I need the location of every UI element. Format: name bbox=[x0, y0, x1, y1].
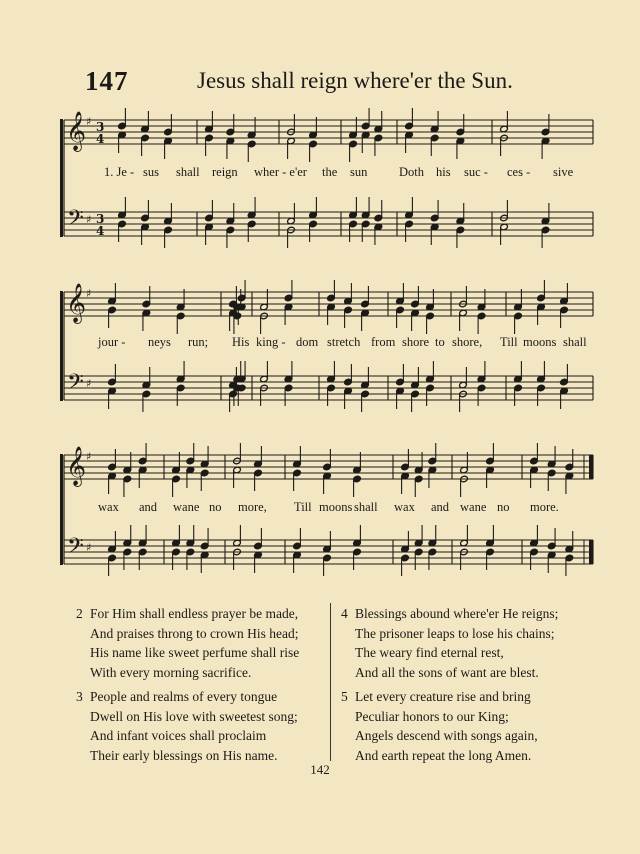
lyric: Doth bbox=[399, 165, 424, 179]
lyric: moons bbox=[319, 500, 353, 514]
lyric: jour - bbox=[98, 335, 126, 349]
lyric: more. bbox=[530, 500, 559, 514]
verse-line: His name like sweet perfume shall rise bbox=[90, 645, 300, 660]
lyric: shall bbox=[354, 500, 378, 514]
hymn-title: Jesus shall reign where'er the Sun. bbox=[197, 68, 513, 93]
lyric: shall bbox=[563, 335, 587, 349]
lyric: wane bbox=[460, 500, 487, 514]
system-1-lyrics bbox=[0, 165, 640, 181]
treble-clef-icon: 𝄞 bbox=[66, 111, 87, 151]
lyric: wax bbox=[394, 500, 415, 514]
lyric: and bbox=[431, 500, 450, 514]
lyric: Till bbox=[294, 500, 312, 514]
treble-clef-icon: 𝄞 bbox=[66, 446, 87, 486]
lyric: shall bbox=[176, 165, 200, 179]
time-signature-bottom: 4 bbox=[96, 224, 105, 238]
lyric: neys bbox=[148, 335, 171, 349]
lyric: reign bbox=[212, 165, 238, 179]
lyric: more, bbox=[238, 500, 267, 514]
time-signature-bottom: 4 bbox=[96, 132, 105, 146]
lyric: to bbox=[435, 335, 445, 349]
sharp-icon: ♯ bbox=[86, 287, 92, 300]
lyric: Till bbox=[500, 335, 518, 349]
lyric: king - bbox=[256, 335, 286, 349]
lyric: sive bbox=[553, 165, 574, 179]
final-barline bbox=[589, 540, 593, 564]
verse-line: And all the sons of want are blest. bbox=[355, 664, 539, 680]
sharp-icon: ♯ bbox=[86, 213, 92, 226]
verse-line: Angels descend with songs again, bbox=[355, 728, 538, 743]
lyric: wher - e'er bbox=[254, 165, 307, 179]
verse-3 bbox=[76, 687, 298, 765]
bass-clef-icon: 𝄢 bbox=[67, 370, 84, 400]
column-divider bbox=[330, 603, 331, 761]
page-number: 142 bbox=[310, 762, 330, 777]
verse-line: Let every creature rise and bring bbox=[355, 689, 531, 704]
lyric: his bbox=[436, 165, 451, 179]
verse-line: Blessings abound where'er He reigns; bbox=[355, 606, 559, 621]
lyric: shore bbox=[402, 335, 430, 349]
lyric: dom bbox=[296, 335, 319, 349]
verse-number: 5 bbox=[341, 689, 348, 704]
lyric: His bbox=[232, 335, 250, 349]
verse-5 bbox=[341, 687, 538, 765]
lyric: moons bbox=[523, 335, 557, 349]
verse-line: And praises throng to crown His head; bbox=[90, 625, 299, 641]
treble-clef-icon: 𝄞 bbox=[66, 283, 87, 323]
bass-clef-icon: 𝄢 bbox=[67, 206, 84, 236]
lyric: sus bbox=[143, 165, 159, 179]
lyric: wax bbox=[98, 500, 119, 514]
lyric: no bbox=[209, 500, 222, 514]
lyric: 1. Je - bbox=[104, 165, 135, 179]
lyric: no bbox=[497, 500, 510, 514]
verse-line: The prisoner leaps to lose his chains; bbox=[355, 625, 555, 641]
verse-line: With every morning sacrifice. bbox=[90, 664, 252, 680]
verse-line: Their early blessings on His name. bbox=[90, 747, 278, 763]
lyric: wane bbox=[173, 500, 200, 514]
verse-line: And infant voices shall proclaim bbox=[90, 728, 267, 743]
sharp-icon: ♯ bbox=[86, 541, 92, 554]
hymn-number: 147 bbox=[85, 66, 129, 96]
verse-4 bbox=[341, 604, 559, 682]
verse-line: People and realms of every tongue bbox=[90, 689, 278, 704]
final-barline bbox=[589, 455, 593, 479]
time-signature-top: 3 bbox=[96, 212, 105, 226]
lyric: the bbox=[322, 165, 338, 179]
verse-line: For Him shall endless prayer be made, bbox=[90, 606, 299, 621]
sharp-icon: ♯ bbox=[86, 115, 92, 128]
verse-line: And earth repeat the long Amen. bbox=[355, 747, 532, 763]
lyric: run; bbox=[188, 335, 209, 349]
sharp-icon: ♯ bbox=[86, 377, 92, 390]
verse-line: The weary find eternal rest, bbox=[355, 645, 504, 660]
verse-line: Peculiar honors to our King; bbox=[355, 708, 509, 724]
verse-line: Dwell on His love with sweetest song; bbox=[90, 708, 298, 724]
bass-clef-icon: 𝄢 bbox=[67, 534, 84, 564]
verse-number: 4 bbox=[341, 606, 348, 621]
lyric: stretch bbox=[327, 335, 361, 349]
verse-number: 3 bbox=[76, 689, 83, 704]
system-3-lyrics bbox=[0, 500, 640, 516]
lyric: ces - bbox=[507, 165, 531, 179]
lyric: from bbox=[371, 335, 396, 349]
lyric: shore, bbox=[452, 335, 483, 349]
lyric: sun bbox=[350, 165, 368, 179]
system-2-lyrics bbox=[0, 335, 640, 351]
verse-2 bbox=[76, 604, 300, 682]
lyric: suc - bbox=[464, 165, 488, 179]
sharp-icon: ♯ bbox=[86, 450, 92, 463]
verse-number: 2 bbox=[76, 606, 83, 621]
time-signature-top: 3 bbox=[96, 120, 105, 134]
lyric: and bbox=[139, 500, 158, 514]
